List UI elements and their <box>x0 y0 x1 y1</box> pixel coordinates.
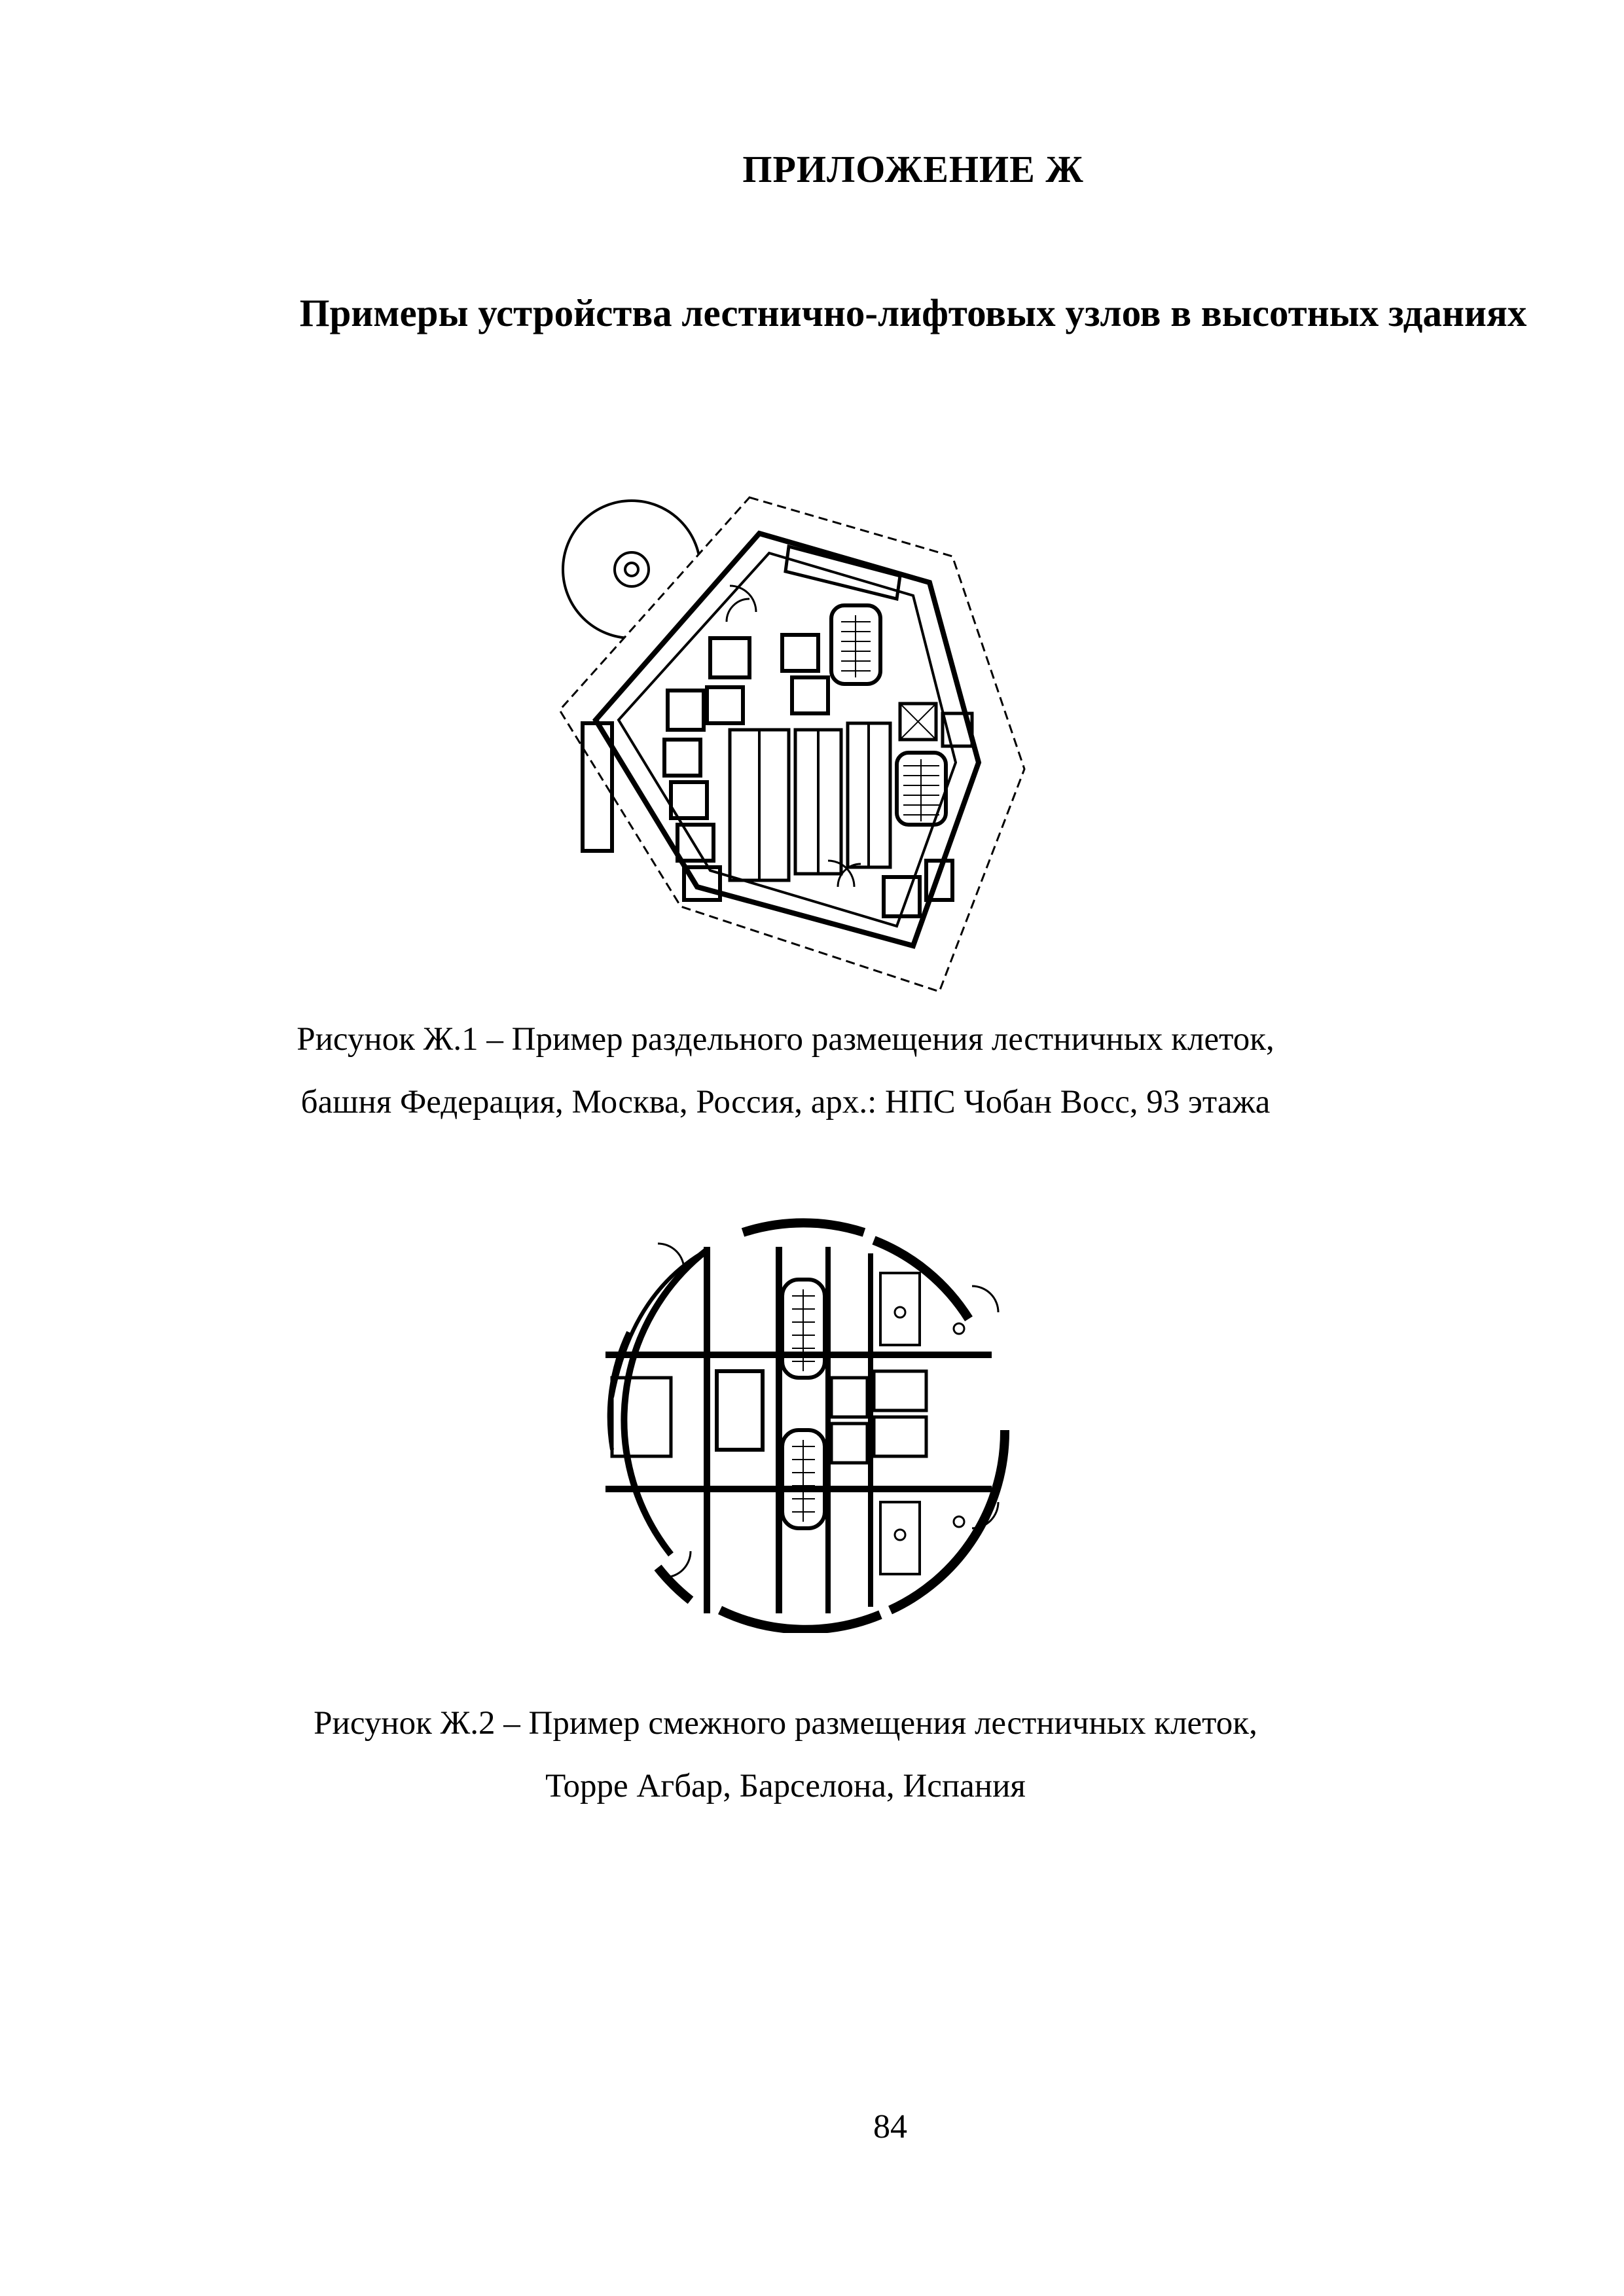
figure-1-caption-line-1: Рисунок Ж.1 – Пример раздельного размещения лестничных клеток, <box>297 1021 1274 1058</box>
figure-1-caption-line-2: башня Федерация, Москва, Россия, арх.: НПС Чобан Восс, 93 этажа <box>300 1084 1271 1121</box>
figure-2-floor-plan <box>592 1214 1015 1633</box>
figure-1-floor-plan <box>533 494 1103 992</box>
page-number: 84 <box>873 2108 907 2145</box>
figure-2-caption-line-1: Рисунок Ж.2 – Пример смежного размещения лестничных клеток, <box>314 1705 1257 1742</box>
appendix-title: ПРИЛОЖЕНИЕ Ж <box>742 148 1084 190</box>
figure-2-caption-line-2: Торре Агбар, Барселона, Испания <box>545 1768 1026 1804</box>
section-title: Примеры устройства лестнично-лифтовых узлов в высотных зданиях <box>299 291 1527 334</box>
